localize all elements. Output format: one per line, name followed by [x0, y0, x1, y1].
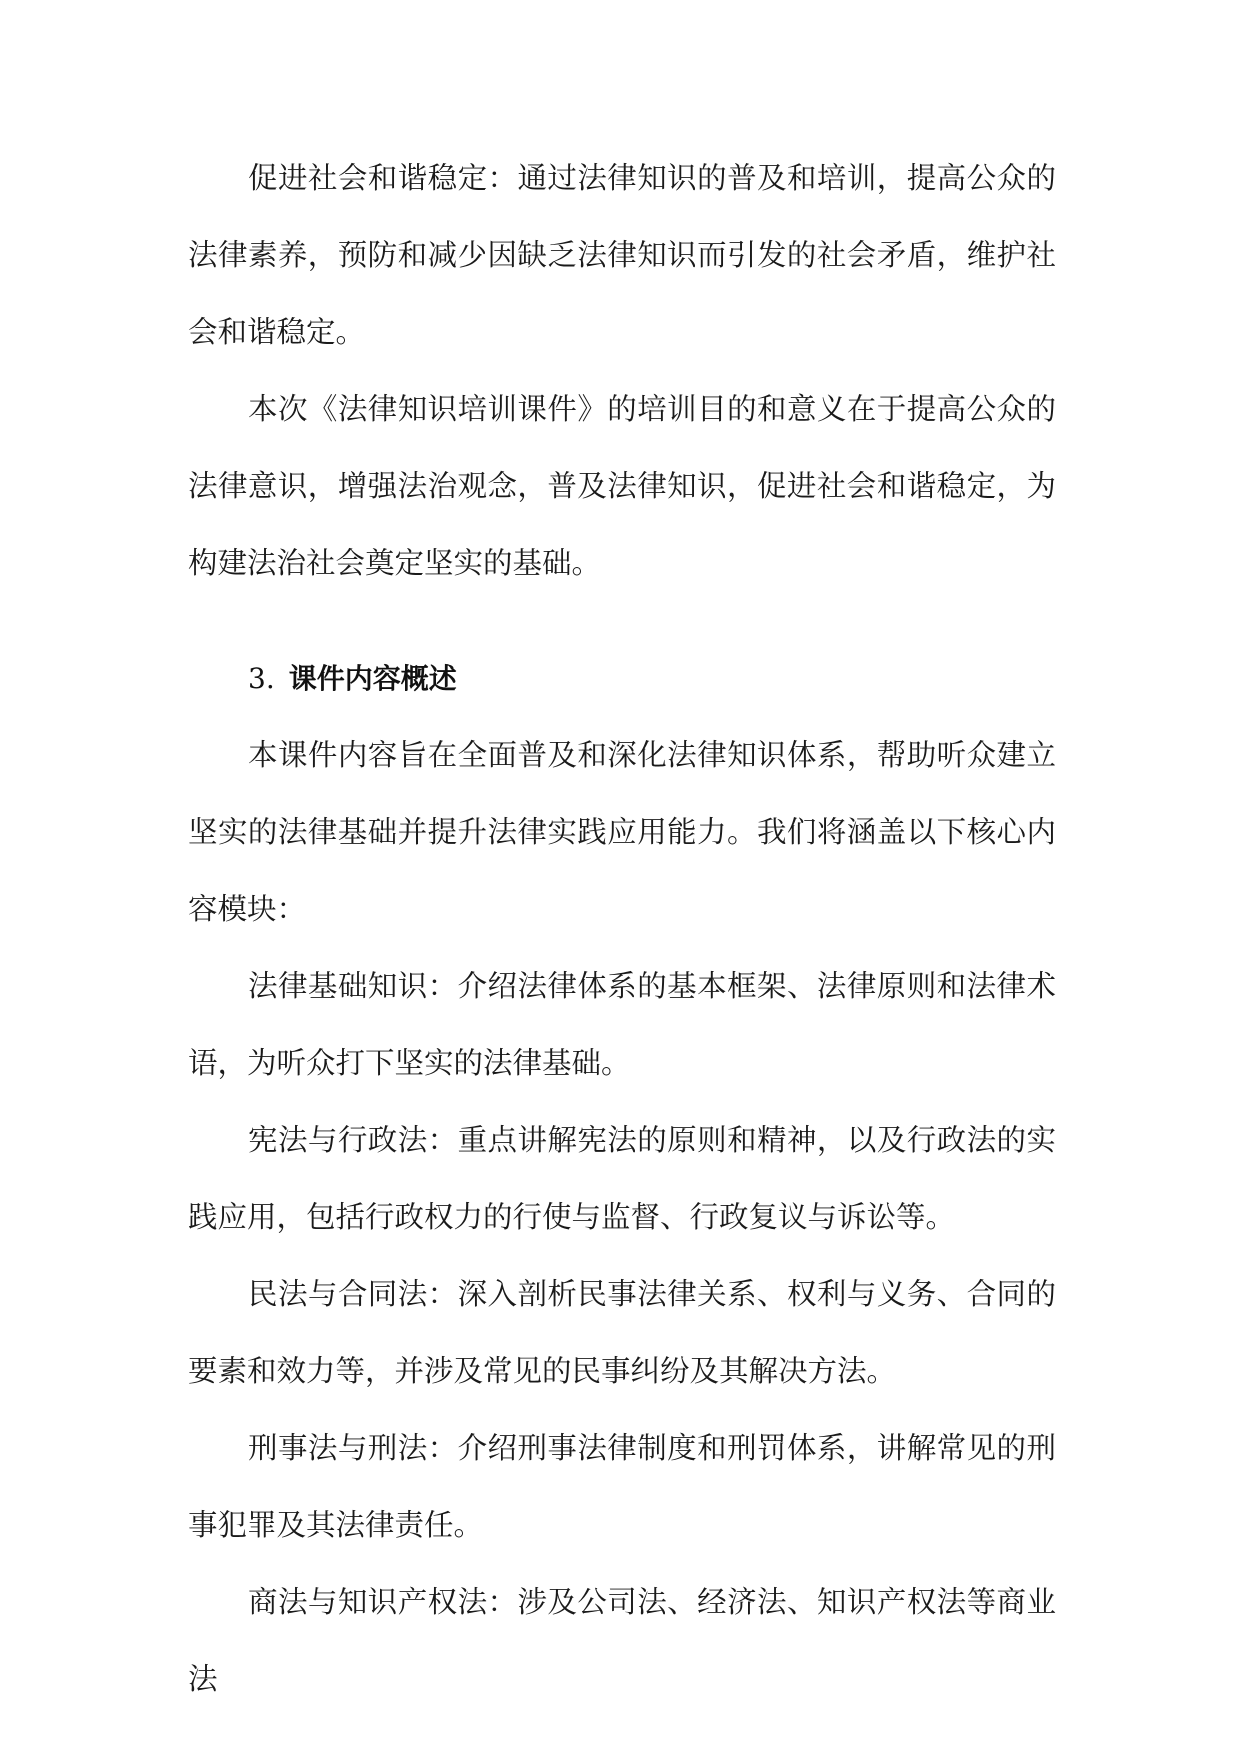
paragraph-civil-contract-law: 民法与合同法：深入剖析民事法律关系、权利与义务、合同的要素和效力等，并涉及常见的民事纠纷及其解决方法。 — [188, 1277, 1056, 1388]
section-heading — [188, 640, 1056, 717]
paragraph-content-intro: 本课件内容旨在全面普及和深化法律知识体系，帮助听众建立坚实的法律基础并提升法律实践应用能力。我们将涵盖以下核心内容模块： — [188, 738, 1056, 926]
paragraph-legal-basics: 法律基础知识：介绍法律体系的基本框架、法律原则和法律术语，为听众打下坚实的法律基础。 — [188, 969, 1056, 1080]
section-number: 3. — [248, 662, 275, 695]
section-title: 课件内容概述 — [288, 662, 457, 695]
paragraph-constitutional-admin-law: 宪法与行政法：重点讲解宪法的原则和精神，以及行政法的实践应用，包括行政权力的行使与监督、行政复议与诉讼等。 — [188, 1123, 1056, 1234]
paragraph-social-harmony: 促进社会和谐稳定：通过法律知识的普及和培训，提高公众的法律素养，预防和减少因缺乏法律知识而引发的社会矛盾，维护社会和谐稳定。 — [188, 161, 1056, 349]
paragraph-training-purpose: 本次《法律知识培训课件》的培训目的和意义在于提高公众的法律意识，增强法治观念，普及法律知识，促进社会和谐稳定，为构建法治社会奠定坚实的基础。 — [188, 392, 1056, 580]
paragraph-criminal-law: 刑事法与刑法：介绍刑事法律制度和刑罚体系，讲解常见的刑事犯罪及其法律责任。 — [188, 1431, 1056, 1542]
paragraph-commercial-ip-law: 商法与知识产权法：涉及公司法、经济法、知识产权法等商业法 — [188, 1585, 1056, 1696]
text-column — [188, 140, 1056, 1718]
